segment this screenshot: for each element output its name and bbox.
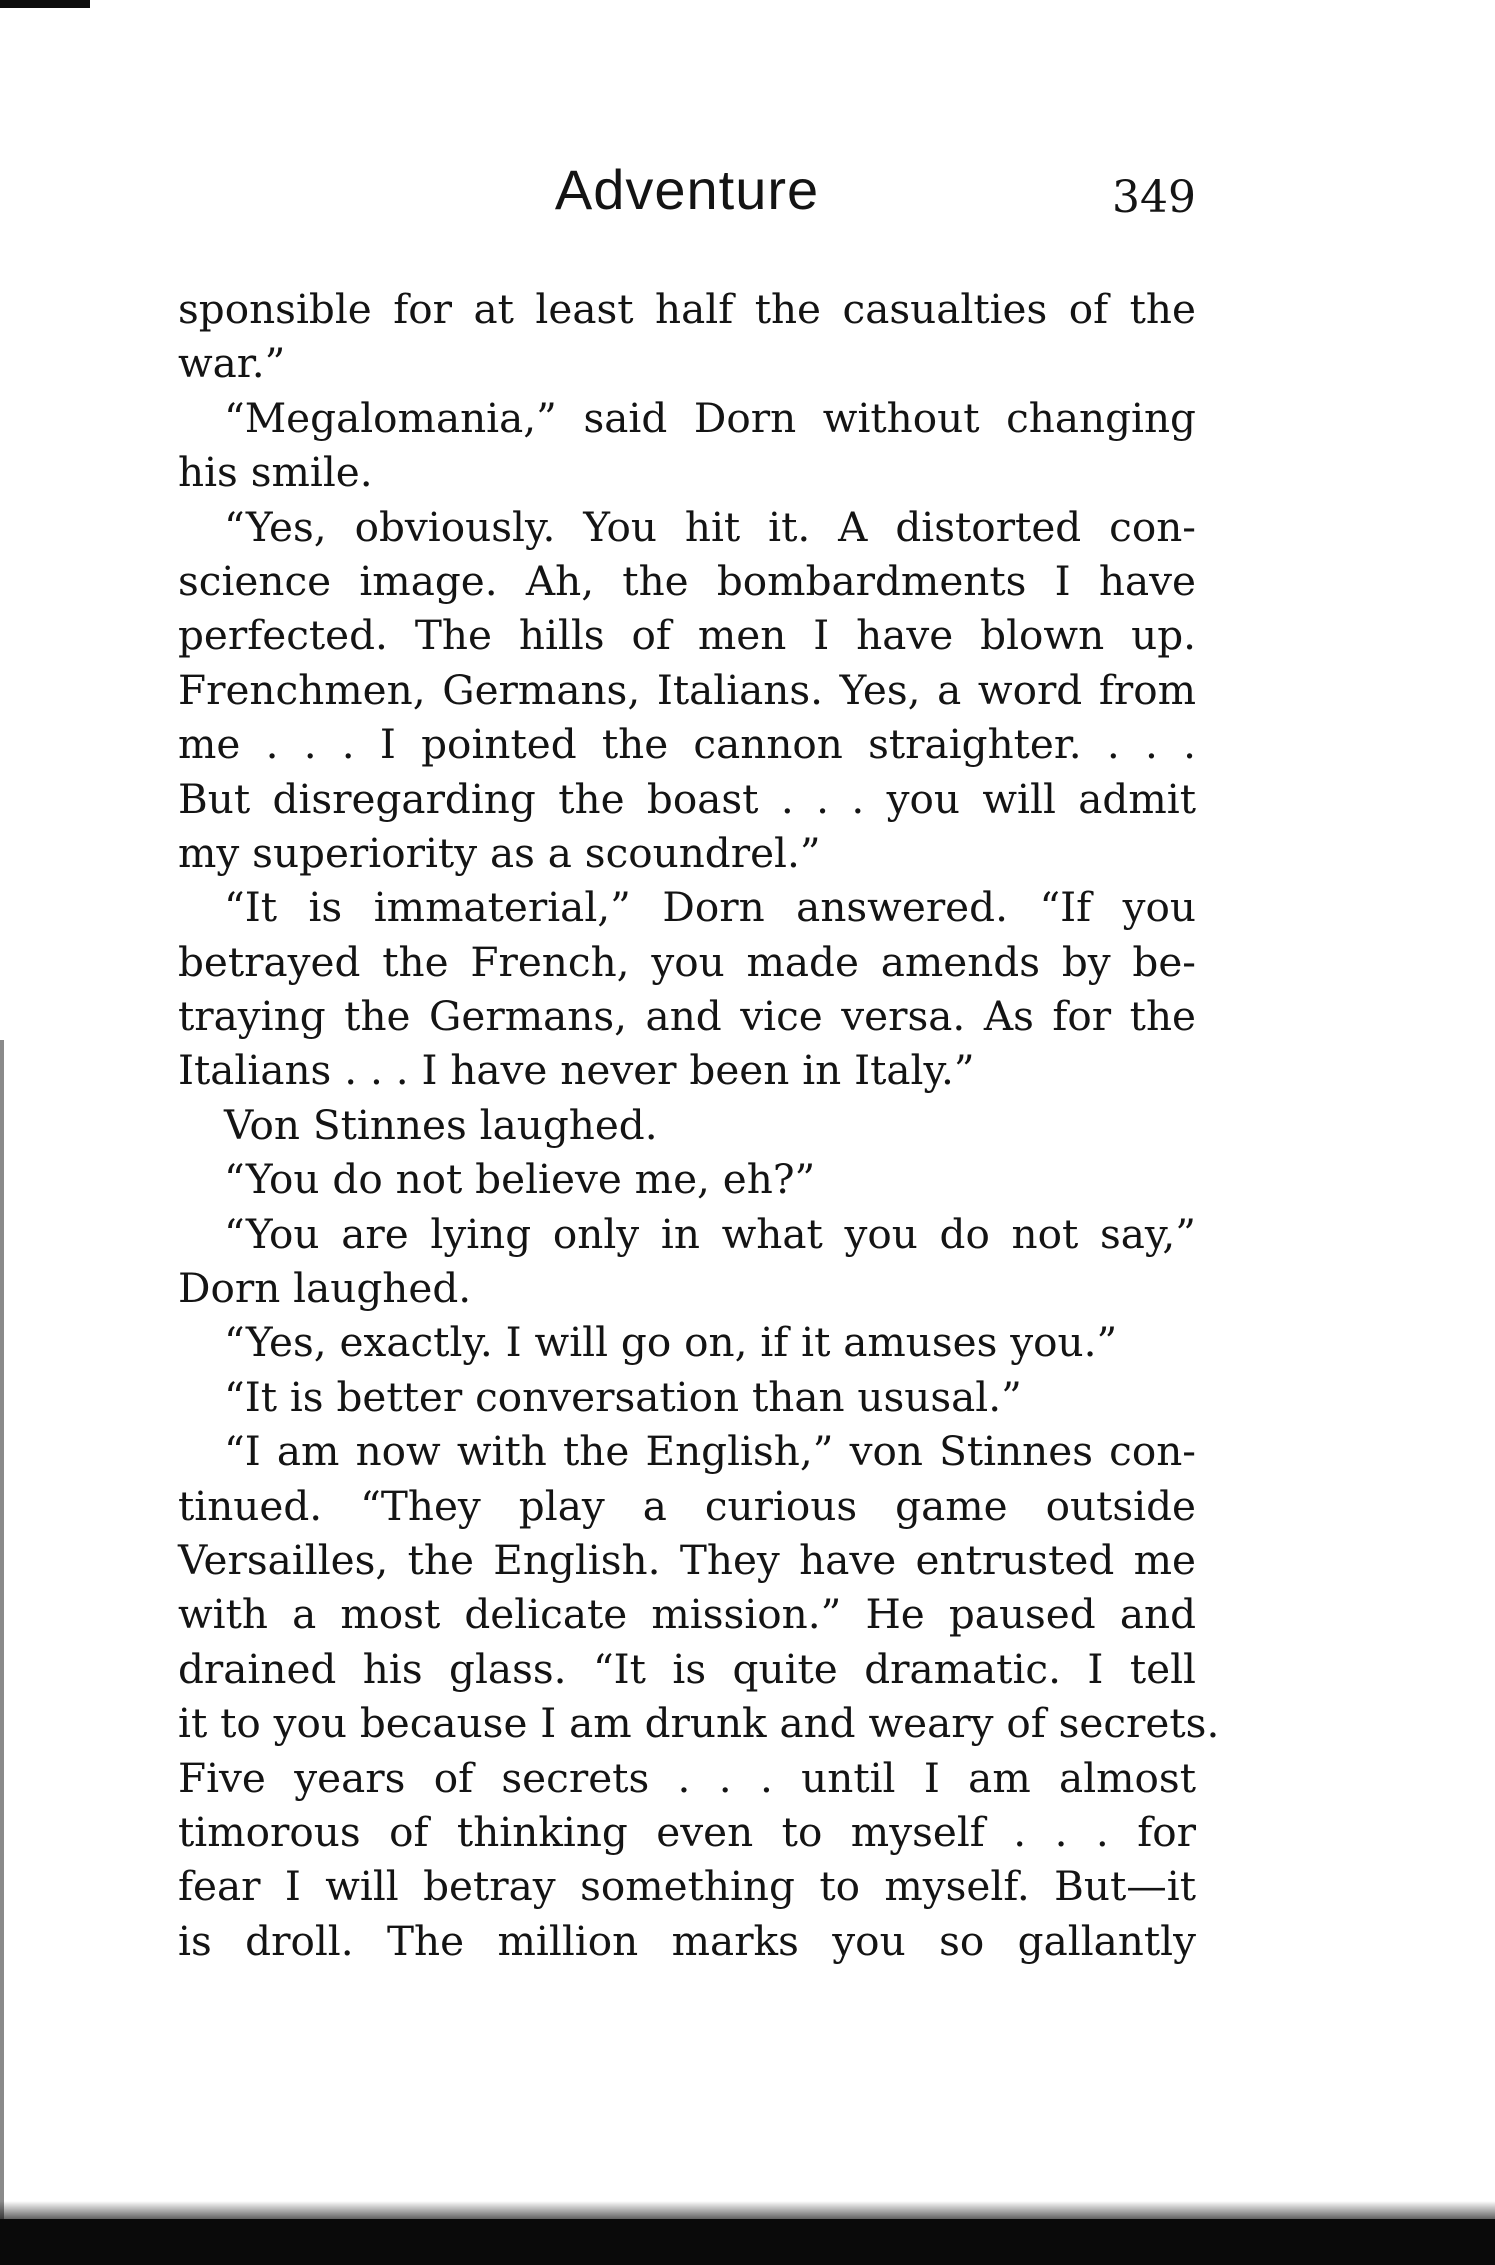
scan-edge-left xyxy=(0,1040,4,2230)
text-line: “Megalomania,” said Dorn without changing xyxy=(224,393,1196,442)
text-line: “It is immaterial,” Dorn answered. “If you xyxy=(224,883,1196,932)
text-line: fear I will betray something to myself. But—it xyxy=(178,1862,1196,1911)
text-line: war.” xyxy=(178,339,286,388)
text-line: his smile. xyxy=(178,448,373,497)
text-line: is droll. The million marks you so gallantly xyxy=(178,1916,1196,1965)
text-line: my superiority as a scoundrel.” xyxy=(178,828,821,877)
text-line: drained his glass. “It is quite dramatic. I tell xyxy=(178,1644,1196,1693)
text-line: Versailles, the English. They have entrusted me xyxy=(178,1535,1196,1584)
text-line: “I am now with the English,” von Stinnes con- xyxy=(224,1427,1196,1476)
text-line: Italians . . . I have never been in Italy.” xyxy=(178,1046,975,1095)
text-line: Frenchmen, Germans, Italians. Yes, a word from xyxy=(178,665,1196,714)
page-header xyxy=(178,150,1196,230)
text-line: me . . . I pointed the cannon straighter. . . . xyxy=(178,720,1196,769)
text-line: tinued. “They play a curious game outside xyxy=(178,1481,1196,1530)
text-line: But disregarding the boast . . . you will admit xyxy=(178,774,1196,823)
text-line: “You are lying only in what you do not say,” xyxy=(224,1209,1196,1258)
text-line: with a most delicate mission.” He paused and xyxy=(178,1590,1196,1639)
text-line: traying the Germans, and vice versa. As for the xyxy=(178,992,1196,1041)
text-line: Von Stinnes laughed. xyxy=(224,1100,658,1149)
text-line: perfected. The hills of men I have blown up. xyxy=(178,611,1196,660)
running-title: Adventure xyxy=(554,158,820,221)
text-line: Five years of secrets . . . until I am almost xyxy=(178,1753,1196,1802)
text-line: timorous of thinking even to myself . . . for xyxy=(178,1807,1196,1856)
text-line: it to you because I am drunk and weary of secrets. xyxy=(178,1699,1220,1748)
text-line: betrayed the French, you made amends by be- xyxy=(178,937,1196,986)
scan-edge-top xyxy=(0,0,90,8)
scan-edge-bottom xyxy=(0,2219,1495,2265)
text-line: “Yes, exactly. I will go on, if it amuses you.” xyxy=(224,1318,1118,1367)
page-number: 349 xyxy=(1112,172,1196,223)
text-line: sponsible for at least half the casualties of the xyxy=(178,285,1196,333)
text-line: “It is better conversation than ususal.” xyxy=(224,1372,1022,1421)
text-line: science image. Ah, the bombardments I have xyxy=(178,556,1196,605)
text-line: “Yes, obviously. You hit it. A distorted con- xyxy=(224,502,1196,551)
text-line: “You do not believe me, eh?” xyxy=(224,1155,816,1204)
body-text xyxy=(178,282,1220,1968)
text-line: Dorn laughed. xyxy=(178,1264,472,1313)
